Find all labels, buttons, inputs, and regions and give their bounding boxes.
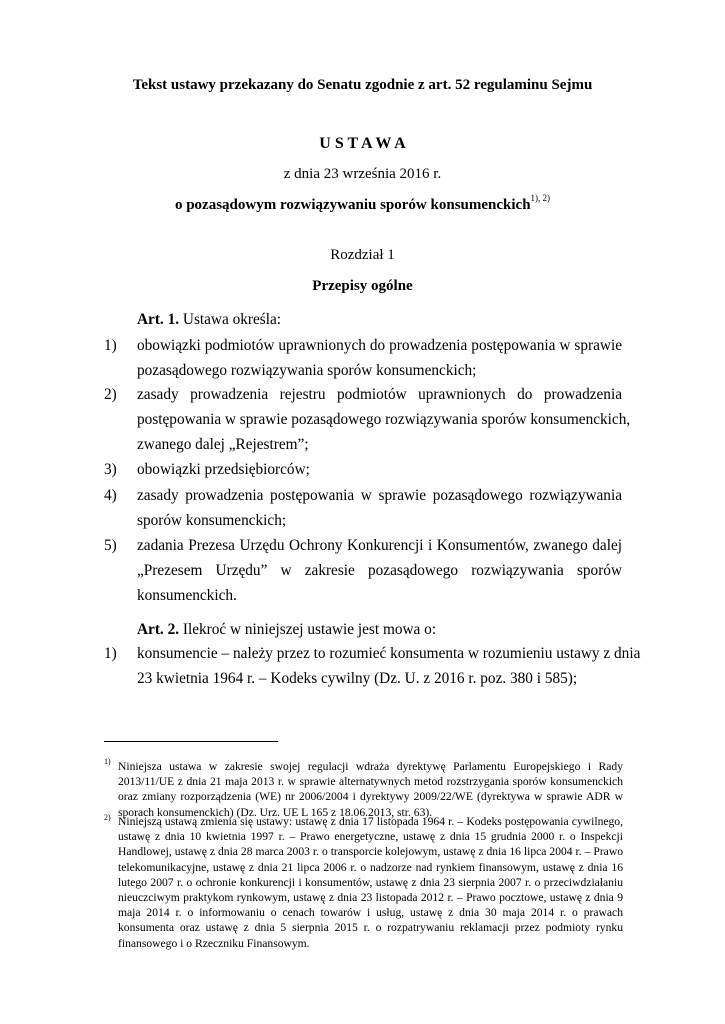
art2-intro: Ilekroć w niniejszej ustawie jest mowa o: (182, 621, 437, 638)
art2-item-1-line-1: konsumencie – należy przez to rozumieć konsumenta w rozumieniu ustawy z dnia (137, 645, 641, 662)
art1-item-1-line-2: pozasądowego rozwiązywania sporów konsumenckich; (137, 362, 477, 379)
art1-item-5-line-3: konsumenckich. (137, 587, 237, 604)
art1-item-5-line-2: „Prezesem Urzędu” w zakresie pozasądowego rozwiązywania sporów (137, 562, 622, 579)
art1-item-3-line-1: obowiązki przedsiębiorców; (137, 461, 310, 478)
art1-item-2-line-1: zasady prowadzenia rejestru podmiotów uprawnionych do prowadzenia (137, 386, 622, 403)
art1-item-2-line-3: zwanego dalej „Rejestrem”; (137, 436, 309, 453)
art2-item-1-num: 1) (104, 645, 117, 662)
act-date: z dnia 23 września 2016 r. (283, 166, 442, 182)
art1-heading (137, 311, 281, 329)
footnote-1-text: Niniejsza ustawa w zakresie swojej regulacji wdraża dyrektywę Parlamentu Europejskiego i Rady 2013/11/UE z dnia 21 maja 2013 r. w sprawie alternatywnych metod rozstrzygania sporów konsumenckich oraz zmiany rozporządzenia (WE) nr 2006/2004 i dyrektywy 2009/22/WE (dyrektywa w sprawie ADR w sporach konsumenckich) (Dz. Urz. UE L 165 z 18.06.2013, str. 63). (118, 760, 623, 819)
act-subject-text: o pozasądowym rozwiązywaniu sporów konsumenckich (174, 197, 531, 213)
act-subject-footnote-refs: 1), 2) (530, 193, 551, 203)
art1-item-2-line-2: postępowania w sprawie pozasądowego rozwiązywania sporów konsumenckich, (137, 411, 631, 428)
art1-item-1-line-1: obowiązki podmiotów uprawnionych do prowadzenia postępowania w sprawie (137, 337, 622, 354)
footnote-separator (104, 741, 278, 742)
act-subject (0, 193, 725, 214)
chapter-title: Przepisy ogólne (312, 278, 413, 294)
art1-item-5-line-1: zadania Prezesa Urzędu Ochrony Konkurencji i Konsumentów, zwanego dalej (137, 537, 622, 554)
art1-item-4-line-1: zasady prowadzenia postępowania w sprawie pozasądowego rozwiązywania (137, 487, 622, 504)
art1-item-1-num: 1) (104, 337, 117, 354)
chapter-label: Rozdział 1 (330, 247, 395, 263)
art1-item-4-num: 4) (104, 487, 117, 504)
art2-label: Art. 2. (137, 621, 180, 638)
act-title: U S T A W A (319, 135, 406, 152)
art1-item-5-num: 5) (104, 537, 117, 554)
art1-item-4-line-2: sporów konsumenckich; (137, 512, 287, 529)
art2-item-1-line-2: 23 kwietnia 1964 r. – Kodeks cywilny (Dz. U. z 2016 r. poz. 380 i 585); (137, 670, 578, 687)
art1-item-2-num: 2) (104, 386, 117, 403)
art1-intro: Ustawa określa: (182, 311, 282, 328)
art1-label: Art. 1. (137, 311, 180, 328)
footnote-2-num: 2) (104, 813, 111, 822)
document-header: Tekst ustawy przekazany do Senatu zgodnie z art. 52 regulaminu Sejmu (132, 77, 593, 93)
footnote-1-num: 1) (104, 757, 111, 766)
footnote-2-text: Niniejszą ustawą zmienia się ustawy: ustawę z dnia 17 listopada 1964 r. – Kodeks postępowania cywilnego, ustawę z dnia 10 kwietnia 1997 r. – Prawo energetyczne, ustawę z dnia 15 grudnia 2000 r. o Inspekcji Handlowej, ustawę z dnia 28 marca 2003 r. o transporcie kolejowym, ustawę z dnia 16 lipca 2004 r. – Prawo telekomunikacyjne, ustawę z dnia 21 lipca 2006 r. o nadzorze nad rynkiem finansowym, ustawę z dnia 16 lutego 2007 r. o ochronie konkurencji i konsumentów, ustawę z dnia 23 sierpnia 2007 r. o przeciwdziałaniu nieuczciwym praktykom rynkowym, ustawę z dnia 23 listopada 2012 r. – Prawo pocztowe, ustawę z dnia 9 maja 2014 r. o informowaniu o cenach towarów i usług, ustawę z dnia 30 maja 2014 r. o prawach konsumenta oraz ustawę z dnia 5 sierpnia 2015 r. o rozpatrywaniu reklamacji przez podmioty rynku finansowego i o Rzeczniku Finansowym. (118, 815, 623, 950)
art1-item-3-num: 3) (104, 461, 117, 478)
art2-heading (137, 621, 436, 639)
